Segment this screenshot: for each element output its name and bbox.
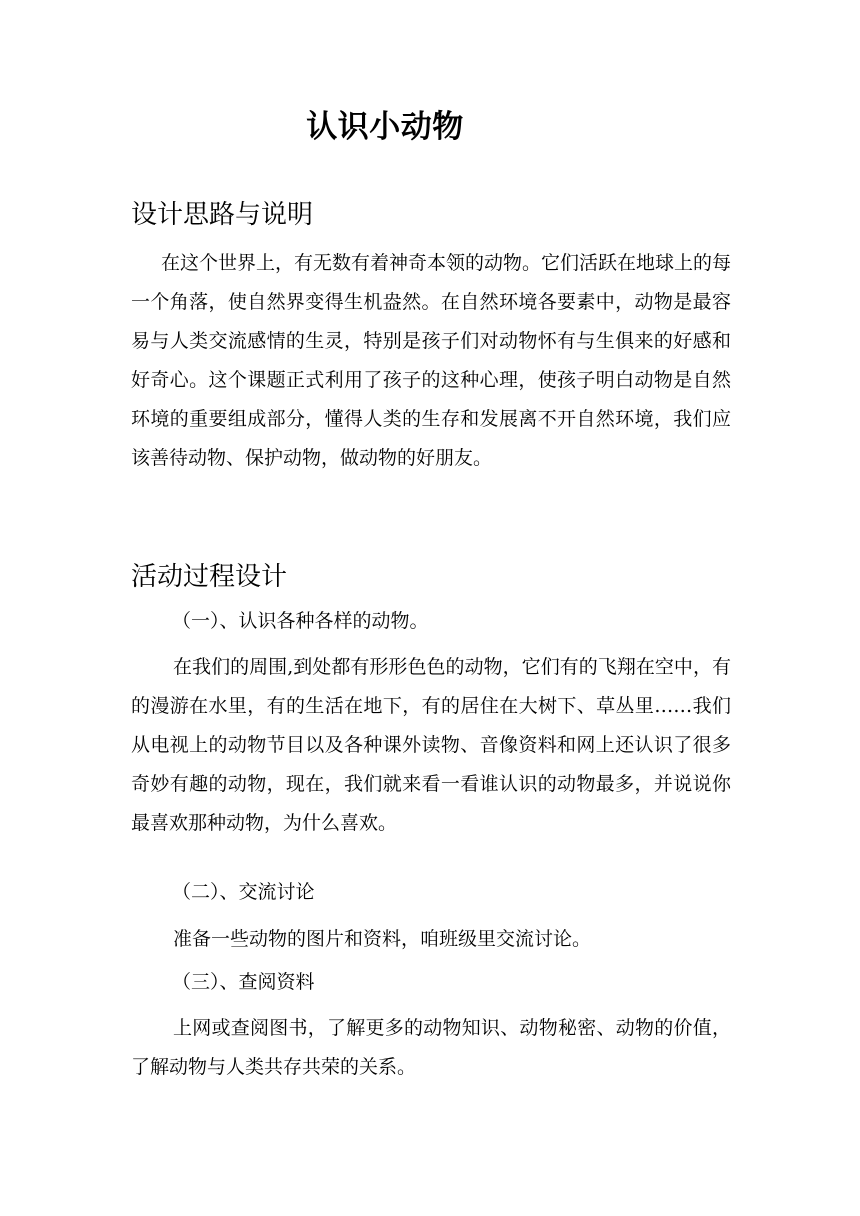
section-heading-activity: 活动过程设计 (131, 562, 288, 592)
step3-title: （三）、查阅资料 (172, 971, 315, 993)
page-title: 认识小动物 (306, 109, 464, 145)
step3-paragraph: 上网或查阅图书，了解更多的动物知识、动物秘密、动物的价值，了解动物与人类共存共荣的关系。 (131, 1017, 731, 1078)
step1-title: （一）、认识各种各样的动物。 (172, 610, 429, 632)
section-heading-design: 设计思路与说明 (131, 200, 314, 230)
step2-title: （二）、交流讨论 (172, 881, 315, 903)
design-paragraph: 在这个世界上，有无数有着神奇本领的动物。它们活跃在地球上的每一个角落，使自然界变得生机盎然。在自然环境各要素中，动物是最容易与人类交流感情的生灵，特别是孩子们对动物怀有与生俱来的好感和好奇心。这个课题正式利用了孩子的这种心理，使孩子明白动物是自然环境的重要组成部分，懂得人类的生存和发展离不开自然环境，我们应该善待动物、保护动物，做动物的好朋友。 (131, 252, 732, 469)
step2-paragraph: 准备一些动物的图片和资料，咱班级里交流讨论。 (173, 928, 592, 950)
step1-paragraph: 在我们的周围,到处都有形形色色的动物，它们有的飞翔在空中，有的漫游在水里，有的生活在地下，有的居住在大树下、草丛里……我们从电视上的动物节目以及各种课外读物、音像资料和网上还认识了很多奇妙有趣的动物，现在，我们就来看一看谁认识的动物最多，并说说你最喜欢那种动物，为什么喜欢。 (131, 656, 731, 834)
